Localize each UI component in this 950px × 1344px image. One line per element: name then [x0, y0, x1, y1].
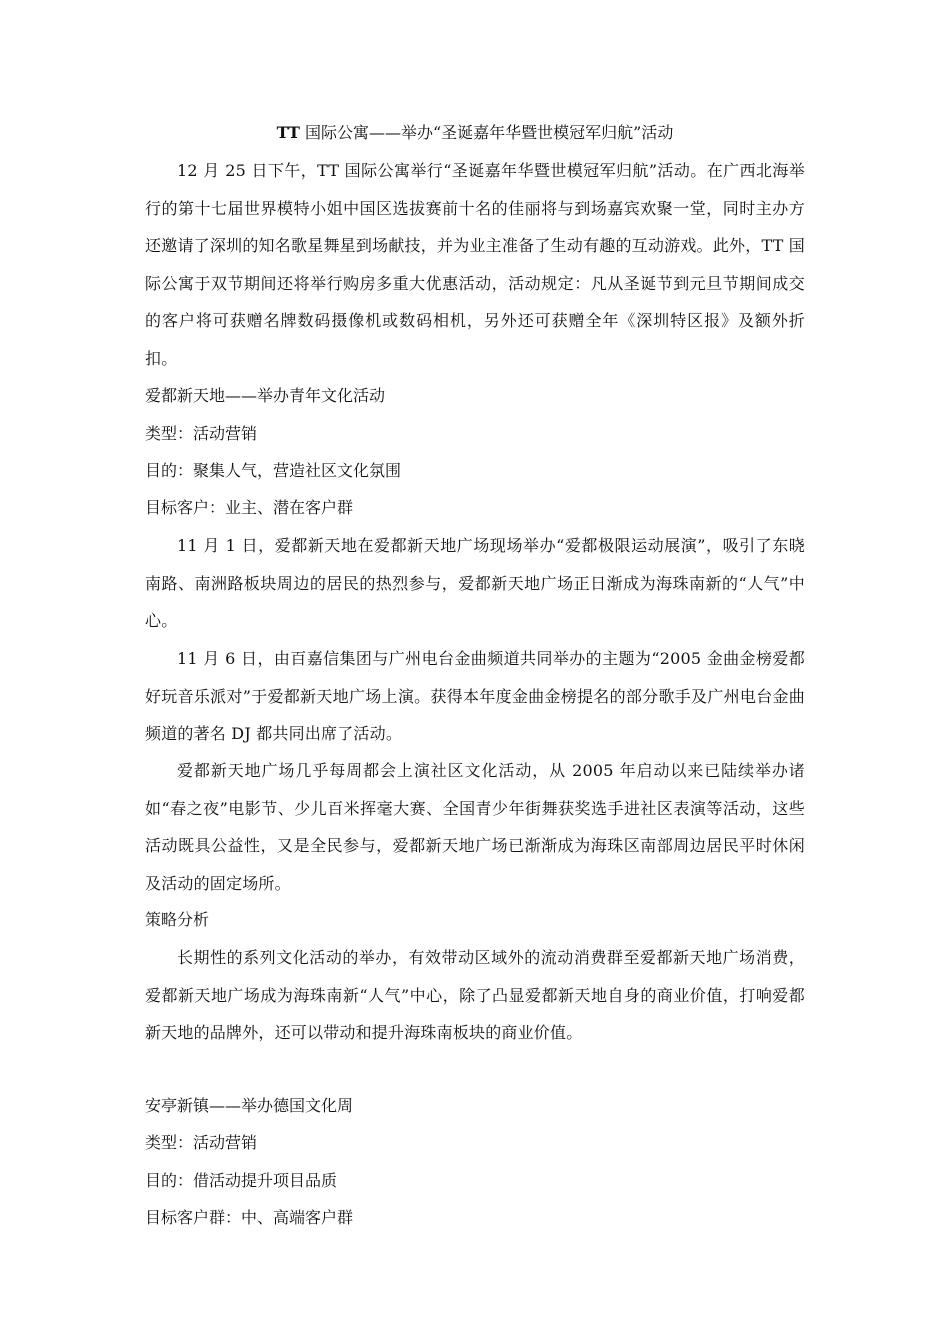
aidu-target: 目标客户：业主、潜在客户群 — [145, 498, 354, 517]
section-heading-aidu: 爱都新天地——举办青年文化活动 — [145, 386, 386, 405]
paragraph-strategy: 长期性的系列文化活动的举办，有效带动区域外的流动消费群至爱都新天地广场消费，爱都新天地广场成为海珠南新“人气”中心，除了凸显爱都新天地自身的商业价值，打响爱都新天地的品牌外，还可以带动和提升海珠南板块的商业价值。 — [145, 948, 805, 1042]
anting-type: 类型：活动营销 — [145, 1133, 258, 1152]
title-bold-prefix: TT — [276, 123, 300, 142]
strategy-analysis-heading: 策略分析 — [145, 910, 210, 929]
paragraph-aidu-nov6: 11 月 6 日，由百嘉信集团与广州电台金曲频道共同举办的主题为“2005 金曲金榜爱都好玩音乐派对”于爱都新天地广场上演。获得本年度金曲金榜提名的部分歌手及广州电台金曲频道的著名 DJ 都共同出席了活动。 — [145, 649, 805, 743]
paragraph-tt-event: 12 月 25 日下午，TT 国际公寓举行“圣诞嘉年华暨世模冠军归航”活动。在广西北海举行的第十七届世界模特小姐中国区选拔赛前十名的佳丽将与到场嘉宾欢聚一堂，同时主办方还邀请了深圳的知名歌星舞星到场献技，并为业主准备了生动有趣的互动游戏。此外，TT 国际公寓于双节期间还将举行购房多重大优惠活动，活动规定：凡从圣诞节到元旦节期间成交的客户将可获赠名牌数码摄像机或数码相机，另外还可获赠全年《深圳特区报》及额外折扣。 — [145, 161, 805, 368]
aidu-type: 类型：活动营销 — [145, 424, 258, 443]
document-title — [0, 121, 950, 145]
anting-target: 目标客户群：中、高端客户群 — [145, 1208, 354, 1227]
section-heading-anting: 安亭新镇——举办德国文化周 — [145, 1096, 354, 1115]
paragraph-aidu-nov1: 11 月 1 日，爱都新天地在爱都新天地广场现场举办“爱都极限运动展演”，吸引了东晓南路、南洲路板块周边的居民的热烈参与，爱都新天地广场正日渐成为海珠南新的“人气”中心。 — [145, 536, 805, 630]
anting-goal: 目的：借活动提升项目品质 — [145, 1171, 338, 1190]
paragraph-aidu-weekly: 爱都新天地广场几乎每周都会上演社区文化活动，从 2005 年启动以来已陆续举办诸如“春之夜”电影节、少儿百米挥毫大赛、全国青少年街舞获奖选手进社区表演等活动，这些活动既具公益性，又是全民参与，爱都新天地广场已渐渐成为海珠区南部周边居民平时休闲及活动的固定场所。 — [145, 761, 805, 893]
title-text: 国际公寓——举办“圣诞嘉年华暨世模冠军归航”活动 — [299, 123, 674, 142]
aidu-goal: 目的：聚集人气，营造社区文化氛围 — [145, 461, 402, 480]
